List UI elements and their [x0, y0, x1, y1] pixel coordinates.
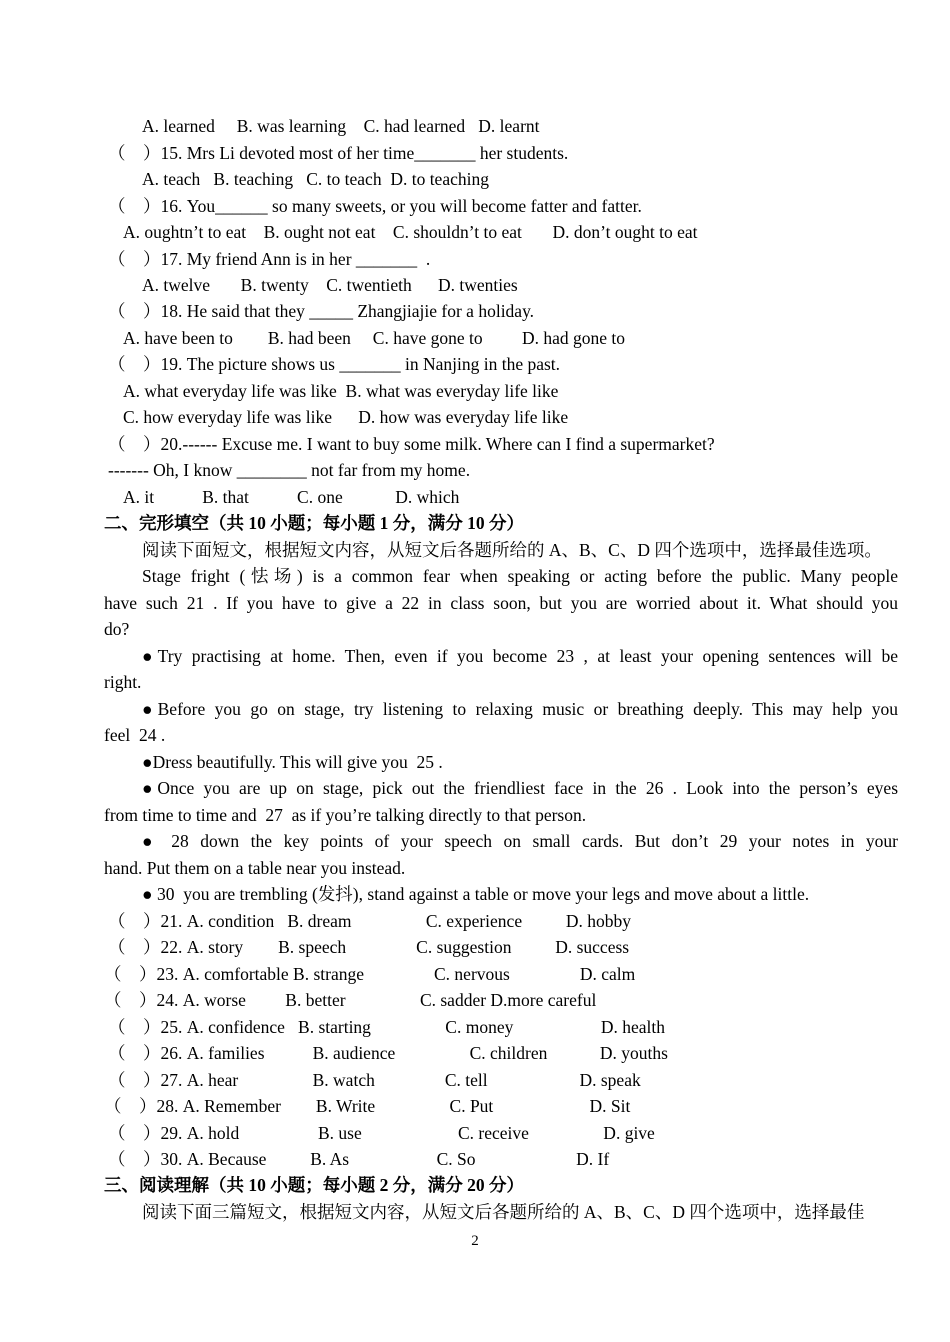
cloze-instruction: 阅读下面短文，根据短文内容，从短文后各题所给的 A、B、C、D 四个选项中，选择最佳选项。: [142, 540, 882, 560]
passage-line-12: hand. Put them on a table near you instead.: [104, 858, 406, 878]
page-number: 2: [471, 1233, 479, 1249]
q18-stem: （ ）18. He said that they _____ Zhangjiajie for a holiday.: [108, 301, 535, 321]
q15-stem: （ ）15. Mrs Li devoted most of her time_______ her students.: [108, 143, 569, 163]
q16-options: A. oughtn’t to eat B. ought not eat C. shouldn’t to eat D. don’t ought to eat: [123, 222, 698, 242]
q26-row: （ ）26. A. families B. audience C. children D. youths: [108, 1043, 668, 1063]
reading-instruction: 阅读下面三篇短文，根据短文内容，从短文后各题所给的 A、B、C、D 四个选项中，选择最佳: [142, 1202, 865, 1222]
q29-row: （ ）29. A. hold B. use C. receive D. give: [108, 1123, 655, 1143]
q20-reply: ------- Oh, I know ________ not far from my home.: [108, 460, 471, 480]
q19-stem: （ ）19. The picture shows us _______ in Nanjing in the past.: [108, 354, 561, 374]
passage-line-7: feel 24 .: [104, 725, 166, 745]
passage-line-3: do?: [104, 619, 130, 639]
passage-line-11: ● 28 down the key points of your speech on small cards. But don’t 29 your notes in your: [142, 831, 898, 851]
section-reading-heading: 三、阅读理解（共 10 小题；每小题 2 分，满分 20 分）: [104, 1175, 524, 1195]
q25-row: （ ）25. A. confidence B. starting C. money D. health: [108, 1017, 666, 1037]
passage-line-2: have such 21 . If you have to give a 22 in class soon, but you are worried about it. What should you: [104, 593, 898, 613]
passage-line-10: from time to time and 27 as if you’re talking directly to that person.: [104, 805, 587, 825]
passage-line-8: ●Dress beautifully. This will give you 25 .: [142, 752, 443, 772]
q28-row: （ ）28. A. Remember B. Write C. Put D. Sit: [104, 1096, 631, 1116]
q17-stem: （ ）17. My friend Ann is in her _______ .: [108, 249, 431, 269]
q23-row: （ ）23. A. comfortable B. strange C. nervous D. calm: [104, 964, 636, 984]
q18-options: A. have been to B. had been C. have gone to D. had gone to: [123, 328, 626, 348]
q24-row: （ ）24. A. worse B. better C. sadder D.more careful: [104, 990, 597, 1010]
q21-row: （ ）21. A. condition B. dream C. experience D. hobby: [108, 911, 631, 931]
passage-line-1: Stage fright (怯场) is a common fear when speaking or acting before the public. Many people: [142, 566, 898, 586]
passage-line-9: ●Once you are up on stage, pick out the friendliest face in the 26 . Look into the person’s eyes: [142, 778, 898, 798]
passage-line-13: ● 30 you are trembling (发抖), stand against a table or move your legs and move about a little.: [142, 884, 810, 904]
q19-options-cd: C. how everyday life was like D. how was everyday life like: [123, 407, 569, 427]
q20-options: A. it B. that C. one D. which: [123, 487, 460, 507]
section-cloze-heading: 二、完形填空（共 10 小题；每小题 1 分，满分 10 分）: [104, 513, 524, 533]
q20-stem: （ ）20.------ Excuse me. I want to buy some milk. Where can I find a supermarket?: [108, 434, 715, 454]
q30-row: （ ）30. A. Because B. As C. So D. If: [108, 1149, 610, 1169]
passage-line-6: ●Before you go on stage, try listening to relaxing music or breathing deeply. This may help you: [142, 699, 898, 719]
q22-row: （ ）22. A. story B. speech C. suggestion D. success: [108, 937, 630, 957]
q15-options: A. teach B. teaching C. to teach D. to teaching: [142, 169, 489, 189]
passage-line-5: right.: [104, 672, 142, 692]
q27-row: （ ）27. A. hear B. watch C. tell D. speak: [108, 1070, 641, 1090]
q14-options: A. learned B. was learning C. had learned D. learnt: [142, 116, 540, 136]
q19-options-ab: A. what everyday life was like B. what was everyday life like: [123, 381, 559, 401]
q16-stem: （ ）16. You______ so many sweets, or you will become fatter and fatter.: [108, 196, 642, 216]
passage-line-4: ●Try practising at home. Then, even if you become 23 , at least your opening sentences will be: [142, 646, 898, 666]
q17-options: A. twelve B. twenty C. twentieth D. twenties: [142, 275, 518, 295]
